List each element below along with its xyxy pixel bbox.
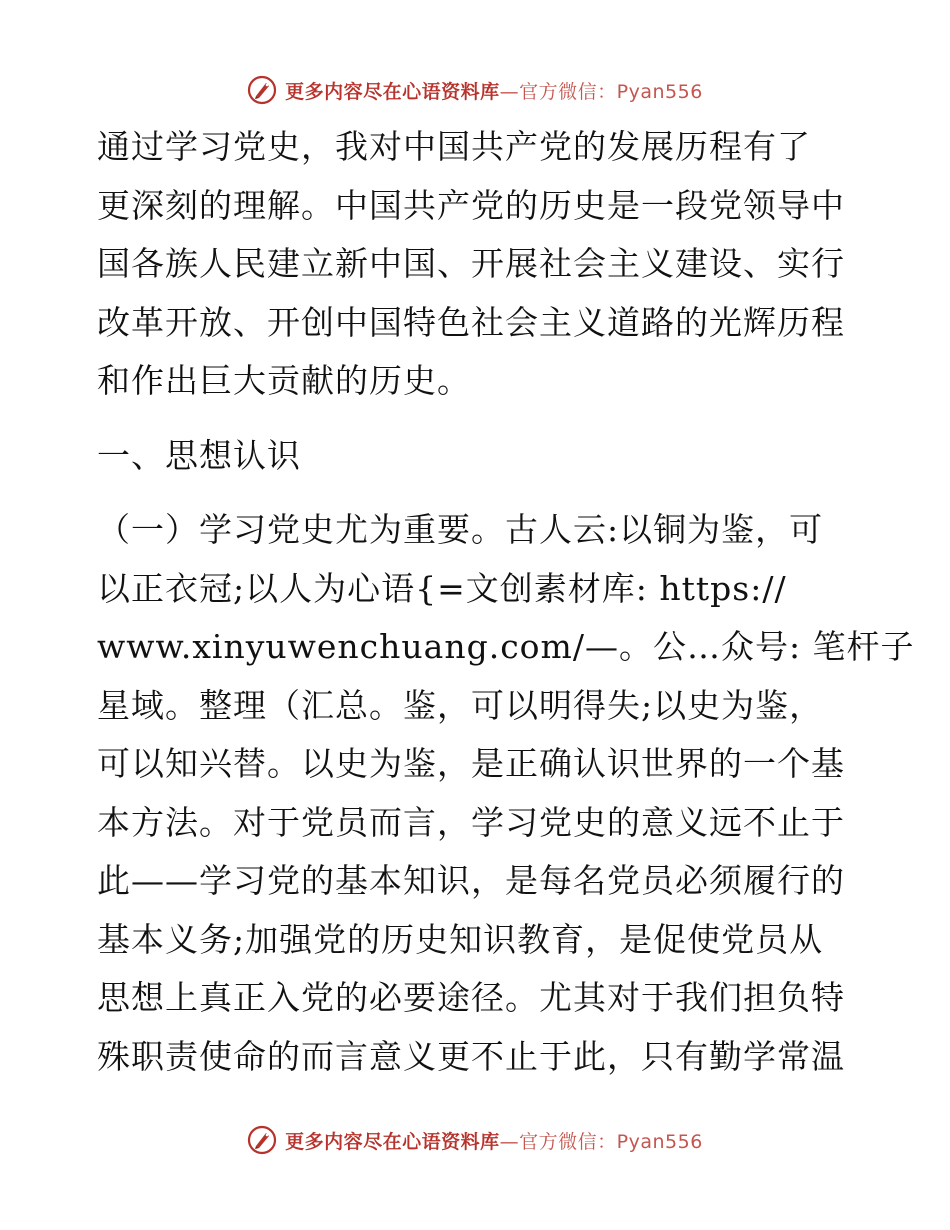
watermark-separator: — xyxy=(499,1130,520,1153)
pen-nib-circle-icon xyxy=(247,1125,277,1155)
text-line: 思想上真正入党的必要途径。尤其对于我们担负特 xyxy=(97,978,845,1017)
watermark-brand: 更多内容尽在心语资料库 xyxy=(285,80,500,103)
text-line: 以正衣冠;以人为心语{=文创素材库: https:// xyxy=(97,568,787,608)
watermark-separator: — xyxy=(499,80,520,103)
text-line: 改革开放、开创中国特色社会主义道路的光辉历程 xyxy=(97,302,845,342)
text-line: 通过学习党史，我对中国共产党的发展历程有了 xyxy=(97,127,811,166)
text-line: 本方法。对于党员而言，学习党史的意义远不止于 xyxy=(97,802,845,842)
text-line: 殊职责使命的而言意义更不止于此，只有勤学常温 xyxy=(97,1036,845,1076)
watermark-contact: 官方微信：Pyan556 xyxy=(519,80,703,103)
heading-line: 一、思想认识 xyxy=(97,435,301,475)
text-line: 此——学习党的基本知识，是每名党员必须履行的 xyxy=(97,861,845,900)
text-line: 星域。整理（汇总。鉴，可以明得失;以史为鉴， xyxy=(97,685,824,725)
text-line: 更深刻的理解。中国共产党的历史是一段党领导中 xyxy=(97,185,845,225)
watermark-brand: 更多内容尽在心语资料库 xyxy=(285,1130,500,1153)
text-line: （一）学习党史尤为重要。古人云:以铜为鉴，可 xyxy=(97,510,824,549)
text-line: 可以知兴替。以史为鉴，是正确认识世界的一个基 xyxy=(97,744,845,783)
header-watermark xyxy=(0,70,950,110)
section-heading xyxy=(97,427,857,486)
text-line: 和作出巨大贡献的历史。 xyxy=(97,361,471,400)
text-line: www.xinyuwenchuang.com/—。公…众号: 笔杆子 xyxy=(97,627,915,666)
watermark-text xyxy=(285,77,703,104)
text-line: 国各族人民建立新中国、开展社会主义建设、实行 xyxy=(97,244,845,283)
text-line: 基本义务;加强党的历史知识教育，是促使党员从 xyxy=(97,919,824,959)
document-body xyxy=(97,118,915,1086)
watermark-contact: 官方微信：Pyan556 xyxy=(519,1130,703,1153)
paragraph-intro xyxy=(97,118,857,411)
paragraph-section-1 xyxy=(97,501,915,1086)
pen-nib-circle-icon xyxy=(247,75,277,105)
watermark-text xyxy=(285,1127,703,1154)
footer-watermark xyxy=(0,1120,950,1160)
